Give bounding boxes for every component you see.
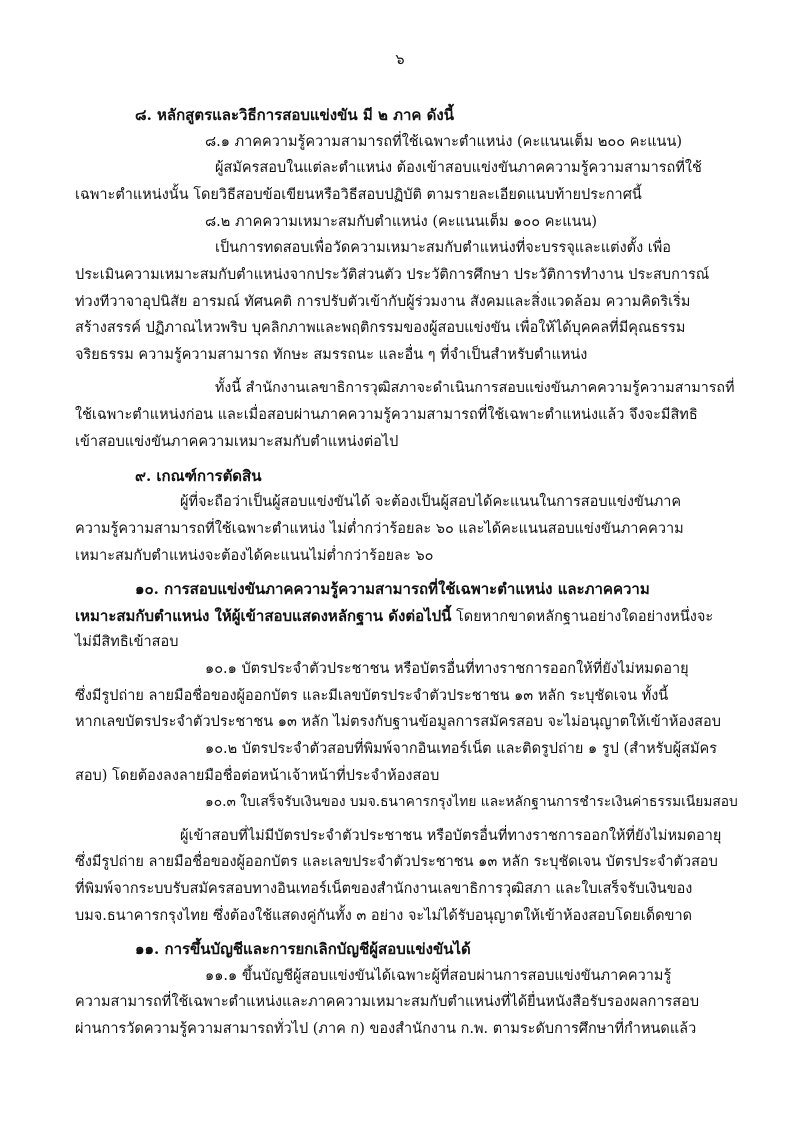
section-9-line: ผู้ที่จะถือว่าเป็นผู้สอบแข่งขันได้ จะต้องเป็นผู้สอบได้คะแนนในการสอบแข่งขันภาค [180,494,682,510]
section-10-heading: ๑๐. การสอบแข่งขันภาคความรู้ความสามารถที่ใช้เฉพาะตำแหน่ง และภาคความ [135,580,650,598]
section-8-1-title: ๘.๑ ภาคความรู้ความสามารถที่ใช้เฉพาะตำแหน่ง (คะแนนเต็ม ๒๐๐ คะแนน) [205,134,683,150]
section-9-heading: ๙. เกณฑ์การตัดสิน [135,467,262,485]
section-8-2-line: เป็นการทดสอบเพื่อวัดความเหมาะสมกับตำแหน่งที่จะบรรจุและแต่งตั้ง เพื่อ [215,240,671,256]
section-8-2-line: ประเมินความเหมาะสมกับตำแหน่งจากประวัติส่วนตัว ประวัติการศึกษา ประวัติการทำงาน ประสบการณ์ [75,267,710,283]
section-11-1-line: ผ่านการวัดความรู้ความสามารถทั่วไป (ภาค ก) ของสำนักงาน ก.พ. ตามระดับการศึกษาที่กำหนดแล้ว [75,1021,697,1037]
section-10-heading-bold: เหมาะสมกับตำแหน่ง ให้ผู้เข้าสอบแสดงหลักฐาน ดังต่อไปนี้ [75,607,452,625]
section-8-2-line: จริยธรรม ความรู้ความสามารถ ทักษะ สมรรถนะ และอื่น ๆ ที่จำเป็นสำหรับตำแหน่ง [75,347,588,363]
section-8-note-line: เข้าสอบแข่งขันภาคความเหมาะสมกับตำแหน่งต่อไป [75,434,399,450]
section-10-heading-line-2 [75,606,713,627]
section-10-2-line: ๑๐.๒ บัตรประจำตัวสอบที่พิมพ์จากอินเทอร์เน็ต และติดรูปถ่าย ๑ รูป (สำหรับผู้สมัคร [205,741,718,757]
section-11-heading: ๑๑. การขึ้นบัญชีและการยกเลิกบัญชีผู้สอบแข่งขันได้ [135,940,471,958]
section-10-heading-line-3: ไม่มีสิทธิเข้าสอบ [75,634,179,650]
page-number: ๖ [395,52,405,68]
section-11-1-line: ความสามารถที่ใช้เฉพาะตำแหน่งและภาคความเหมาะสมกับตำแหน่งที่ได้ยื่นหนังสือรับรองผลการสอบ [75,994,700,1010]
section-8-1-line: เฉพาะตำแหน่งนั้น โดยวิธีสอบข้อเขียนหรือวิธีสอบปฏิบัติ ตามรายละเอียดแนบท้ายประกาศนี้ [75,187,642,203]
section-10-heading-rest: โดยหากขาดหลักฐานอย่างใดอย่างหนึ่งจะ [451,609,714,625]
section-10-note-line: ที่พิมพ์จากระบบรับสมัครสอบทางอินเทอร์เน็ตของสำนักงานเลขาธิการวุฒิสภา และใบเสร็จรับเงินของ [75,881,693,897]
section-10-note-line: ซึ่งมีรูปถ่าย ลายมือชื่อของผู้ออกบัตร และเลขประจำตัวประชาชน ๑๓ หลัก ระบุชัดเจน บัตรประจำตัวสอบ [75,854,718,870]
section-8-2-line: ท่วงทีวาจาอุปนิสัย อารมณ์ ทัศนคติ การปรับตัวเข้ากับผู้ร่วมงาน สังคมและสิ่งแวดล้อม ความคิดริเริ่ม [75,294,691,310]
section-8-heading: ๘. หลักสูตรและวิธีการสอบแข่งขัน มี ๒ ภาค ดังนี้ [135,106,454,124]
section-10-note-line: บมจ.ธนาคารกรุงไทย ซึ่งต้องใช้แสดงคู่กันทั้ง ๓ อย่าง จะไม่ได้รับอนุญาตให้เข้าห้องสอบโดยเด็ดขาด [75,908,693,924]
section-10-1-line: ซึ่งมีรูปถ่าย ลายมือชื่อของผู้ออกบัตร และมีเลขบัตรประจำตัวประชาชน ๑๓ หลัก ระบุชัดเจน ทั้งนี้ [75,688,669,704]
section-9-line: เหมาะสมกับตำแหน่งจะต้องได้คะแนนไม่ต่ำกว่าร้อยละ ๖๐ [75,548,434,564]
section-10-2-line: สอบ) โดยต้องลงลายมือชื่อต่อหน้าเจ้าหน้าที่ประจำห้องสอบ [75,768,440,784]
section-8-2-title: ๘.๒ ภาคความเหมาะสมกับตำแหน่ง (คะแนนเต็ม ๑๐๐ คะแนน) [205,214,598,230]
section-10-1-line: ๑๐.๑ บัตรประจำตัวประชาชน หรือบัตรอื่นที่ทางราชการออกให้ที่ยังไม่หมดอายุ [205,661,689,677]
section-10-note-line: ผู้เข้าสอบที่ไม่มีบัตรประจำตัวประชาชน หรือบัตรอื่นที่ทางราชการออกให้ที่ยังไม่หมดอายุ [180,828,722,844]
section-10-1-line: หากเลขบัตรประจำตัวประชาชน ๑๓ หลัก ไม่ตรงกับฐานข้อมูลการสมัครสอบ จะไม่อนุญาตให้เข้าห้องสอบ [75,714,721,730]
section-11-1-line: ๑๑.๑ ขึ้นบัญชีผู้สอบแข่งขันได้เฉพาะผู้ที่สอบผ่านการสอบแข่งขันภาคความรู้ [205,968,672,984]
section-8-1-line: ผู้สมัครสอบในแต่ละตำแหน่ง ต้องเข้าสอบแข่งขันภาคความรู้ความสามารถที่ใช้ [215,160,702,176]
section-10-3-line: ๑๐.๓ ใบเสร็จรับเงินของ บมจ.ธนาคารกรุงไทย และหลักฐานการชำระเงินค่าธรรมเนียมสอบ [205,794,738,810]
section-8-2-line: สร้างสรรค์ ปฏิภาณไหวพริบ บุคลิกภาพและพฤติกรรมของผู้สอบแข่งขัน เพื่อให้ได้บุคคลที่มีคุณธรรม [75,320,686,336]
section-9-line: ความรู้ความสามารถที่ใช้เฉพาะตำแหน่ง ไม่ต่ำกว่าร้อยละ ๖๐ และได้คะแนนสอบแข่งขันภาคความ [75,521,684,537]
section-8-note-line: ใช้เฉพาะตำแหน่งก่อน และเมื่อสอบผ่านภาคความรู้ความสามารถที่ใช้เฉพาะตำแหน่งแล้ว จึงจะมีสิทธิ [75,407,698,423]
section-8-note-line: ทั้งนี้ สำนักงานเลขาธิการวุฒิสภาจะดำเนินการสอบแข่งขันภาคความรู้ความสามารถที่ [215,380,735,396]
